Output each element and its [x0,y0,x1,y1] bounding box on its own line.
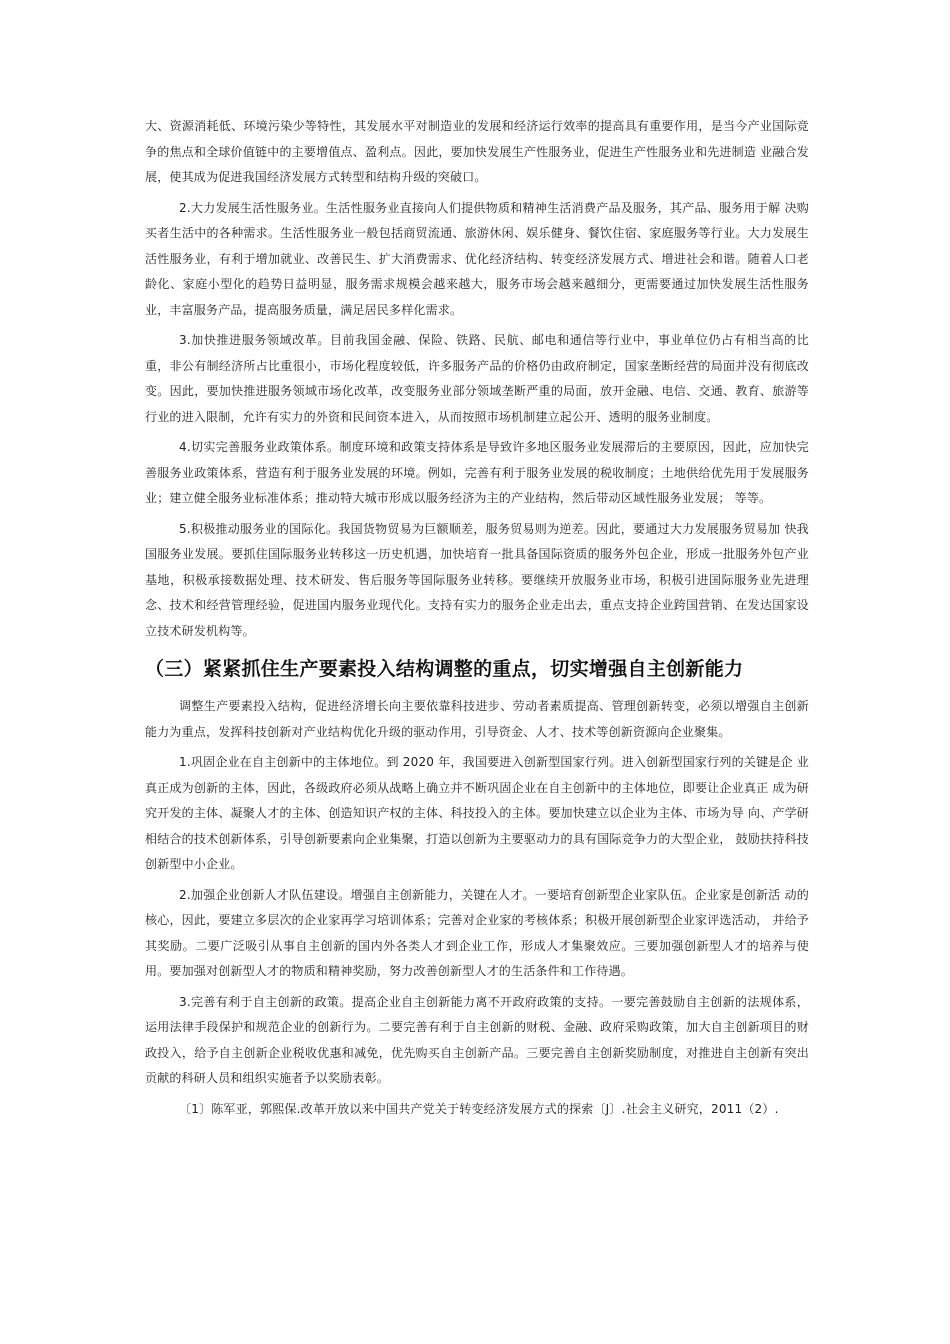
paragraph-policy-system: 4.切实完善服务业政策体系。制度环境和政策支持体系是导致许多地区服务业发展滞后的主要原因，因此，应加快完善服务业政策体系，营造有利于服务业发展的环境。例如，完善有利于服务业发展的税收制度；土地供给优先用于发展服务业；建立健全服务业标准体系；推动特大城市形成以服务经济为主的产业结构，然后带动区域性服务业发展； 等等。 [145,440,809,505]
paragraph-service-reform: 3.加快推进服务领域改革。目前我国金融、保险、铁路、民航、邮电和通信等行业中，事业单位仍占有相当高的比重，非公有制经济所占比重很小，市场化程度较低，许多服务产品的价格仍由政府制定，国家垄断经营的局面并没有彻底改变。因此，要加快推进服务领域市场化改革，改变服务业部分领域垄断严重的局面，放开金融、电信、交通、教育、旅游等行业的进入限制，允许有实力的外资和民间资本进入，从而按照市场机制建立起公开、透明的服务业制度。 [145,333,809,424]
paragraph-talent: 2.加强企业创新人才队伍建设。增强自主创新能力，关键在人才。一要培育创新型企业家队伍。企业家是创新活 动的核心，因此，要建立多层次的企业家再学习培训体系；完善对企业家的考核体系；积极开展创新型企业家评选活动， 并给予其奖励。二要广泛吸引从事自主创新的国内外各类人才到企业工作，形成人才集聚效应。三要加强创新型人才的培养与使用。要加强对创新型人才的物质和精神奖励，努力改善创新型人才的生活条件和工作待遇。 [145,887,809,978]
paragraph-enterprise-role: 1.巩固企业在自主创新中的主体地位。到 2020 年，我国要进入创新型国家行列。进入创新型国家行列的关键是企 业真正成为创新的主体，因此，各级政府必须从战略上确立并不断巩固企业在自主创新中的主体地位，即要让企业真正 成为研究开发的主体、凝聚人才的主体、创造知识产权的主体、科技投入的主体。要加快建立以企业为主体、市场为导 向、产学研相结合的技术创新体系，引导创新要素向企业集聚，打造以创新为主要驱动力的具有国际竞争力的大型企业， 鼓励扶持科技创新型中小企业。 [145,755,809,871]
paragraph-innovation-policy: 3.完善有利于自主创新的政策。提高企业自主创新能力离不开政府政策的支持。一要完善鼓励自主创新的法规体系，运用法律手段保护和规范企业的创新行为。二要完善有利于自主创新的财税、金融、政府采购政策，加大自主创新项目的财政投入，给予自主创新企业税收优惠和减免，优先购买自主创新产品。三要完善自主创新奖励制度，对推进自主创新有突出贡献的科研人员和组织实施者予以奖励表彰。 [145,994,809,1085]
paragraph-intro: 大、资源消耗低、环境污染少等特性，其发展水平对制造业的发展和经济运行效率的提高具有重要作用，是当今产业国际竞争的焦点和全球价值链中的主要增值点、盈利点。因此，要加快发展生产性服务业，促进生产性服务业和先进制造 业融合发展，使其成为促进我国经济发展方式转型和结构升级的突破口。 [145,119,809,184]
section-heading: （三）紧紧抓住生产要素投入结构调整的重点，切实增强自主创新能力 [145,658,744,680]
reference-note: 〔1〕陈军亚，郭熙保.改革开放以来中国共产党关于转变经济发展方式的探索〔J〕.社会主义研究，2011（2）. [179,1101,779,1116]
paragraph-internationalization: 5.积极推动服务业的国际化。我国货物贸易为巨额顺差，服务贸易则为逆差。因此，要通过大力发展服务贸易加 快我国服务业发展。要抓住国际服务业转移这一历史机遇，加快培育一批具备国际资质的服务外包企业，形成一批服务外包产业基地，积极承接数据处理、技术研发、售后服务等国际服务业转移。要继续开放服务业市场，积极引进国际服务业先进理念、技术和经营管理经验，促进国内服务业现代化。支持有实力的服务企业走出去，重点支持企业跨国营销、在发达国家设立技术研发机构等。 [145,521,809,638]
document-page [145,114,809,1122]
paragraph-life-services: 2.大力发展生活性服务业。生活性服务业直接向人们提供物质和精神生活消费产品及服务，其产品、服务用于解 决购买者生活中的各种需求。生活性服务业一般包括商贸流通、旅游休闲、娱乐健身、餐饮住宿、家庭服务等行业。大力发展生活性服务业，有利于增加就业、改善民生、扩大消费需求、优化经济结构、转变经济发展方式、增进社会和谐。随着人口老龄化、家庭小型化的趋势日益明显，服务需求规模会越来越大，服务市场会越来越细分，更需要通过加快发展生活性服务业，丰富服务产品，提高服务质量，满足居民多样化需求。 [145,200,809,317]
paragraph-section-lead: 调整生产要素投入结构，促进经济增长向主要依靠科技进步、劳动者素质提高、管理创新转变，必须以增强自主创新能力为重点，发挥科技创新对产业结构优化升级的驱动作用，引导资金、人才、技术等创新资源向企业聚集。 [145,699,809,739]
